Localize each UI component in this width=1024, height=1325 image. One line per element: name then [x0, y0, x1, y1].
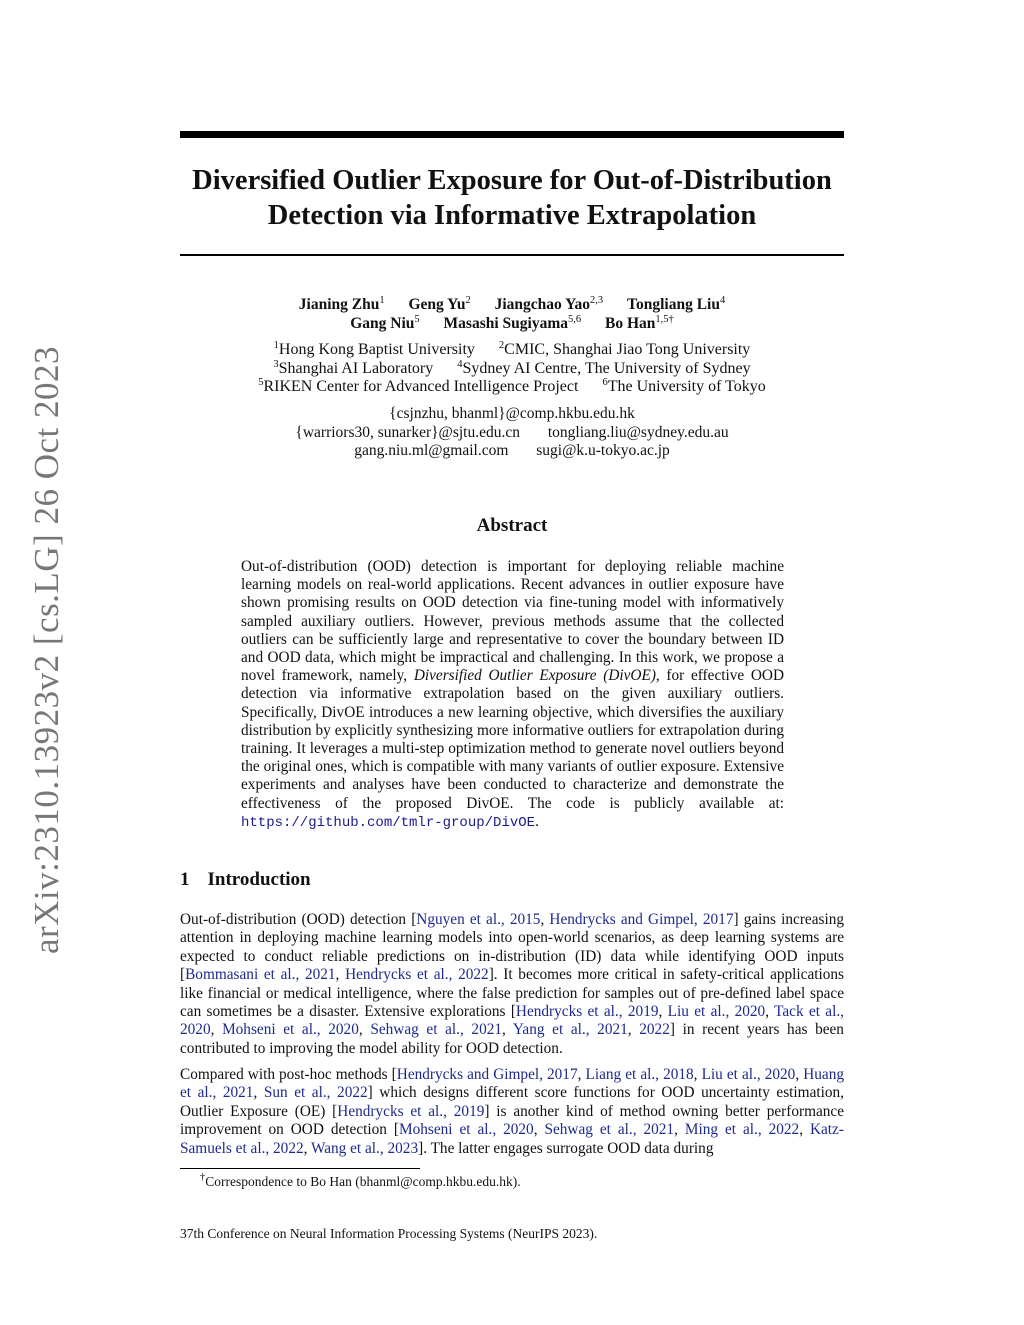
author: Masashi Sugiyama$^{5,6}$	[443, 314, 582, 332]
affiliation: $^2$CMIC, Shanghai Jiao Tong University	[498, 340, 751, 358]
paragraph-text: ] gains increasing attention in deploying machine learning models into open-world scenarios, as deep learning systems are expected to conduct reliable predictions on in-distribution (ID) data while identifying OOD inputs [	[180, 911, 844, 984]
paragraph-text: ]. It becomes more critical in safety-critical applications like financial or medical intelligence, where the false prediction for samples out of pre-defined label space can sometimes be a disaster. Extensive explorations [	[180, 966, 844, 1021]
email: tongliang.liu@sydney.edu.au	[547, 423, 729, 441]
paragraph-text: ,	[658, 1003, 668, 1021]
author-row-2	[180, 314, 844, 333]
paragraph-text: ,	[674, 1121, 685, 1139]
author: Jiangchao Yao$^{2,3}$	[494, 295, 604, 313]
paragraph-text: ,	[502, 1021, 513, 1039]
affiliation: $^6$The University of Tokyo	[602, 377, 766, 395]
author-list	[180, 295, 844, 333]
code-link[interactable]: https://github.com/tmlr-group/DivOE	[241, 814, 536, 831]
author: Bo Han$^{1,5\dagger}$	[605, 314, 674, 332]
citation-link[interactable]: Tack et al., 2020	[180, 1003, 844, 1039]
intro-paragraph-1	[180, 911, 844, 1058]
citation-link[interactable]: 2022	[639, 1021, 670, 1039]
arxiv-stamp-text: arXiv:2310.13923v2 [cs.LG] 26 Oct 2023	[27, 345, 66, 955]
title-bottom-rule	[180, 254, 844, 256]
affiliation: $^5$RIKEN Center for Advanced Intelligence Project	[258, 377, 579, 395]
citation-link[interactable]: Sehwag et al., 2021	[544, 1121, 675, 1139]
citation-link[interactable]: Hendrycks and Gimpel, 2017	[396, 1066, 578, 1083]
paragraph-text: ,	[540, 911, 550, 928]
citation-link[interactable]: Huang et al., 2021	[180, 1066, 844, 1102]
paragraph-text: ,	[577, 1066, 586, 1083]
paragraph-text: ] is another kind of method owning better performance improvement on OOD detection [	[180, 1102, 845, 1139]
paragraph-text: ] in recent years has been contributed to improving the model ability for OOD detection.	[180, 1021, 844, 1057]
emails	[180, 405, 844, 461]
citation-link[interactable]: Yang et al., 2021	[512, 1021, 628, 1039]
section-heading: 1 Introduction	[180, 869, 311, 890]
footnote-rule	[180, 1168, 420, 1169]
email: gang.niu.ml@gmail.com	[354, 442, 509, 459]
citation-link[interactable]: Ming et al., 2022	[684, 1121, 800, 1139]
arxiv-stamp	[18, 345, 76, 955]
author: Geng Yu$^2$	[408, 295, 471, 313]
author: Gang Niu$^5$	[350, 314, 420, 332]
email: sugi@k.u-tokyo.ac.jp	[536, 442, 670, 459]
paragraph-text: ,	[335, 966, 346, 984]
affiliations	[180, 341, 844, 397]
citation-link[interactable]: Hendrycks et al., 2019	[515, 1003, 659, 1021]
paragraph-text: Compared with post-hoc methods [	[180, 1066, 397, 1083]
citation-link[interactable]: Hendrycks et al., 2019	[337, 1102, 485, 1120]
title-top-rule	[180, 131, 844, 138]
paper-title	[180, 163, 844, 233]
author: Tongliang Liu$^4$	[627, 295, 726, 313]
paragraph-text: ,	[627, 1021, 640, 1039]
paragraph-text: ,	[303, 1139, 312, 1157]
citation-link[interactable]: Liu et al., 2020	[667, 1003, 766, 1021]
method-name: Diversified Outlier Exposure (DivOE)	[413, 667, 656, 685]
title-line-2: Detection via Informative Extrapolation	[267, 200, 757, 231]
title-line-1: Diversified Outlier Exposure for Out-of-Distribution	[192, 165, 832, 196]
paragraph-text: ,	[765, 1003, 775, 1021]
affiliation: $^3$Shanghai AI Laboratory	[273, 358, 434, 377]
citation-link[interactable]: Bommasani et al., 2021	[185, 966, 336, 984]
citation-link[interactable]: Hendrycks et al., 2022	[345, 966, 489, 984]
paragraph-text: ,	[253, 1084, 264, 1102]
paragraph-text: Out-of-distribution (OOD) detection [	[180, 911, 417, 928]
citation-link[interactable]: Katz-Samuels et al., 2022	[180, 1121, 844, 1157]
citation-link[interactable]: Liang et al., 2018	[585, 1066, 694, 1083]
citation-link[interactable]: Liu et al., 2020	[701, 1066, 796, 1083]
paragraph-text: ,	[799, 1121, 810, 1139]
citation-link[interactable]: Mohseni et al., 2020	[222, 1021, 359, 1039]
citation-link[interactable]: Nguyen et al., 2015	[416, 911, 541, 928]
paragraph-text: ,	[795, 1066, 804, 1083]
paragraph-text: ]. The latter engages surrogate OOD data during	[418, 1139, 714, 1157]
paragraph-text: ,	[533, 1121, 545, 1139]
affiliation: $^4$Sydney AI Centre, The University of Sydney	[457, 358, 751, 377]
affiliation: $^1$Hong Kong Baptist University	[273, 340, 475, 358]
citation-link[interactable]: Sehwag et al., 2021	[370, 1021, 503, 1039]
intro-paragraph-2	[180, 1066, 844, 1158]
paragraph-text: ,	[358, 1021, 371, 1039]
abstract-body: Out-of-distribution (OOD) detection is important for deploying reliable machine learning models on real-world applications. Recent advances in outlier exposure have shown promising results on OOD detection via fine-tuning model with informatively sampled auxiliary outliers. However, previous methods assume that the collected outliers can be sufficiently large and representative to cover the boundary between ID and OOD data, which might be impractical and challenging. In this work, we propose a novel framework, namely, Diversified Outlier Exposure (DivOE), for effective OOD detection via informative extrapolation based on the given auxiliary outliers. Specifically, DivOE introduces a new learning objective, which diversifies the auxiliary distribution by explicitly synthesizing more informative outliers for extrapolation during training. It leverages a multi-step optimization method to generate novel outliers beyond the original ones, which is compatible with many variants of outlier exposure. Extensive experiments and analyses have been conducted to characterize and demonstrate the effectiveness of the proposed DivOE. The code is publicly available at: https://github.com/tmlr-group/DivOE.	[241, 558, 784, 831]
citation-link[interactable]: Sun et al., 2022	[263, 1084, 368, 1102]
author-row-1	[180, 295, 844, 314]
conference-note: 37th Conference on Neural Information Processing Systems (NeurIPS 2023).	[180, 1226, 598, 1241]
paragraph-text: ] which designs different score functions for OOD uncertainty estimation, Outlier Exposure (OE) [	[180, 1084, 844, 1120]
citation-link[interactable]: Hendrycks and Gimpel, 2017	[549, 911, 734, 928]
author: Jianing Zhu$^1$	[298, 295, 385, 313]
footnote: †Correspondence to Bo Han (bhanml@comp.hkbu.edu.hk).	[200, 1172, 521, 1189]
email: {warriors30, sunarker}@sjtu.edu.cn	[295, 423, 520, 441]
paragraph-text: ,	[693, 1066, 702, 1083]
citation-link[interactable]: Mohseni et al., 2020	[398, 1121, 534, 1139]
paragraph-text: ,	[210, 1021, 223, 1039]
abstract-heading: Abstract	[476, 515, 548, 536]
email: {csjnzhu, bhanml}@comp.hkbu.edu.hk	[389, 405, 635, 422]
citation-link[interactable]: Wang et al., 2023	[311, 1139, 419, 1157]
